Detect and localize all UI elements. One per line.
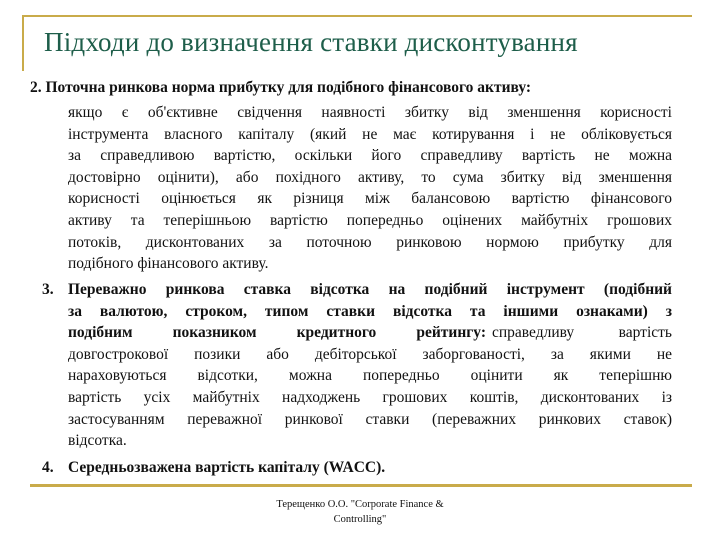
item-3-number: 3. bbox=[42, 281, 54, 298]
text-line: застосуванням переважної ринкової ставки (переважних ринкових ставок) bbox=[68, 410, 672, 428]
item-3-body bbox=[68, 279, 672, 452]
text-line: подібного фінансового активу. bbox=[68, 255, 269, 273]
text-line bbox=[68, 322, 672, 344]
footer-line: Терещенко О.О. "Corporate Finance & bbox=[276, 499, 444, 510]
left-rule bbox=[22, 15, 24, 71]
text-line: активу та теперішньою вартістю попередньо оцінених майбутніх грошових bbox=[68, 211, 672, 229]
bold-text: Переважно ринкова ставка відсотка на подібний інструмент (подібний bbox=[68, 281, 672, 298]
text-line: якщо є об'єктивне свідчення наявності збитку від зменшення корисності bbox=[68, 104, 672, 121]
text-line: потоків, дисконтованих за поточною ринковою нормою прибутку для bbox=[68, 233, 672, 251]
bottom-rule bbox=[30, 484, 692, 487]
item-2-body bbox=[68, 102, 672, 275]
text-line: корисності оцінюється як різниця між балансовою вартістю фінансового bbox=[68, 190, 672, 208]
bold-text: подібним показником кредитного рейтингу: bbox=[68, 324, 486, 342]
text-line bbox=[68, 301, 672, 323]
text-line: нараховуються відсотки, можна попередньо оцінити як теперішню bbox=[68, 367, 672, 385]
item-4-text bbox=[68, 457, 672, 479]
item-4-number: 4. bbox=[42, 459, 54, 476]
footer bbox=[240, 497, 480, 527]
text-line: інструмента власного капіталу (який не має котирування і не обліковується bbox=[68, 125, 672, 143]
text-line bbox=[68, 279, 672, 301]
text-line: вартість усіх майбутніх надходжень грошових коштів, дисконтованих із bbox=[68, 388, 672, 406]
text-line: відсотка. bbox=[68, 432, 127, 450]
item-2-heading: 2. Поточна ринкова норма прибутку для подібного фінансового активу: bbox=[30, 79, 532, 96]
bold-text: за валютою, строком, типом ставки відсотка та іншими ознаками) з bbox=[68, 302, 672, 320]
text-line: довгострокової позики або дебіторської заборгованості, за якими не bbox=[68, 345, 672, 363]
slide-title: Підходи до визначення ставки дисконтування bbox=[44, 27, 578, 57]
bold-text: Середньозважена вартість капіталу (WACC). bbox=[68, 459, 386, 476]
item-4-body bbox=[68, 457, 672, 479]
text-line: достовірно оцінити), або похідного активу, то сума збитку від зменшення bbox=[68, 168, 672, 186]
text-line: за справедливою вартістю, оскільки його справедливу вартість не можна bbox=[68, 147, 672, 165]
normal-text: справедливу вартість bbox=[492, 324, 672, 342]
footer-line: Controlling" bbox=[333, 514, 387, 525]
top-rule bbox=[22, 15, 692, 17]
